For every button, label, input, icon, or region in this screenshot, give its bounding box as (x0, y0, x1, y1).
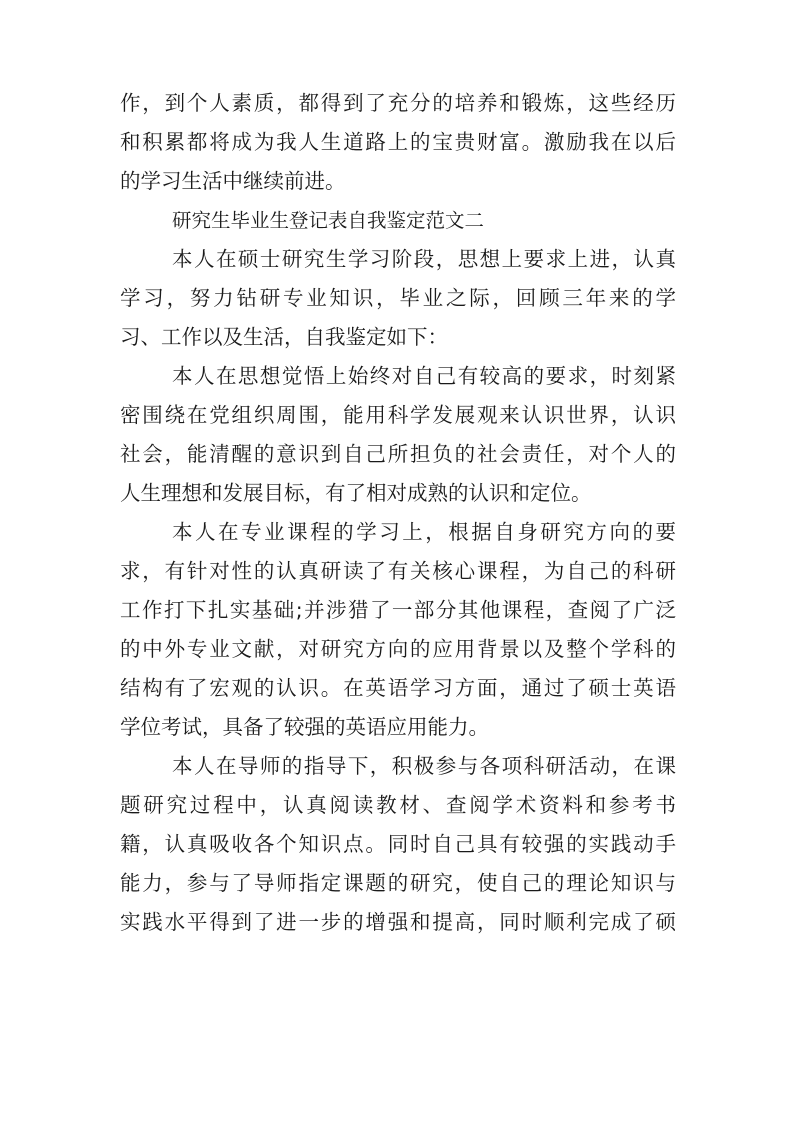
text-line: 学习，努力钻研专业知识，毕业之际，回顾三年来的学 (120, 286, 676, 310)
text-line: 结构有了宏观的认识。在英语学习方面，通过了硕士英语 (120, 676, 676, 700)
text-line: 的学习生活中继续前进。 (120, 169, 346, 193)
text-line: 能力，参与了导师指定课题的研究，使自己的理论知识与 (120, 871, 676, 895)
text-line: 题研究过程中，认真阅读教材、查阅学术资料和参考书 (120, 793, 676, 817)
text-line: 社会，能清醒的意识到自己所担负的社会责任，对个人的 (120, 442, 676, 466)
text-line: 籍，认真吸收各个知识点。同时自己具有较强的实践动手 (120, 832, 676, 856)
text-line: 密围绕在党组织周围，能用科学发展观来认识世界，认识 (120, 403, 676, 427)
text-line: 本人在硕士研究生学习阶段，思想上要求上进，认真 (172, 247, 676, 271)
section-heading: 研究生毕业生登记表自我鉴定范文二 (172, 209, 485, 232)
text-line: 求，有针对性的认真研读了有关核心课程，为自己的科研 (120, 559, 676, 583)
text-line: 本人在导师的指导下，积极参与各项科研活动，在课 (172, 754, 676, 778)
document-body (120, 84, 676, 942)
text-line: 学位考试，具备了较强的英语应用能力。 (120, 715, 489, 739)
text-line: 和积累都将成为我人生道路上的宝贵财富。激励我在以后 (120, 130, 676, 154)
text-line: 本人在思想觉悟上始终对自己有较高的要求，时刻紧 (172, 364, 676, 388)
text-line: 的中外专业文献，对研究方向的应用背景以及整个学科的 (120, 637, 676, 661)
text-line: 本人在专业课程的学习上，根据自身研究方向的要 (172, 520, 676, 544)
text-line: 作，到个人素质，都得到了充分的培养和锻炼，这些经历 (120, 91, 676, 115)
text-line: 习、工作以及生活，自我鉴定如下： (120, 325, 448, 349)
text-line: 实践水平得到了进一步的增强和提高，同时顺利完成了硕 (120, 910, 676, 934)
text-line: 人生理想和发展目标，有了相对成熟的认识和定位。 (120, 481, 592, 505)
text-line: 工作打下扎实基础;并涉猎了一部分其他课程，查阅了广泛 (120, 598, 676, 622)
